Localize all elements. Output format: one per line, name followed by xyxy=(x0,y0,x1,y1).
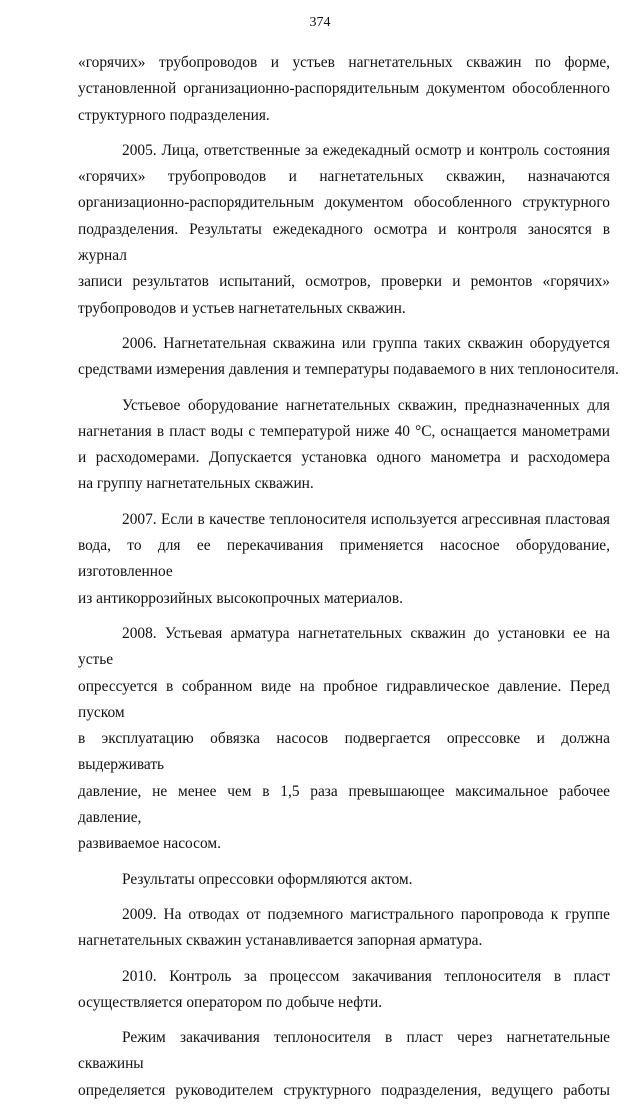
text-line: «горячих» трубопроводов и устьев нагнетательных скважин по форме, xyxy=(78,54,610,71)
text-line: Результаты опрессовки оформляются актом. xyxy=(122,870,413,888)
paragraph-2010 xyxy=(78,964,610,1017)
text-line: средствами измерения давления и температуры подаваемого в них теплоносителя. xyxy=(78,361,619,379)
text-line: и расходомерами. Допускается установка одного манометра и расходомера xyxy=(78,449,610,467)
paragraph-2005 xyxy=(78,138,610,322)
text-line: на группу нагнетательных скважин. xyxy=(78,475,314,493)
paragraph-test-results xyxy=(78,867,610,893)
text-line: нагнетания в пласт воды с температурой ниже 40 °С, оснащается манометрами xyxy=(78,422,610,440)
text-line: 2005. Лица, ответственные за ежедекадный осмотр и контроль состояния xyxy=(122,141,610,159)
text-line: установленной организационно-распорядительным документом обособленного xyxy=(78,80,610,98)
text-line: «горячих» трубопроводов и нагнетательных скважин, назначаются xyxy=(78,168,610,186)
text-line: опрессуется в собранном виде на пробное гидравлическое давление. Перед пуском xyxy=(78,677,610,721)
text-line: нагнетательных скважин устанавливается запорная арматура. xyxy=(78,932,483,950)
paragraph-2006 xyxy=(78,331,619,384)
text-line: осуществляется оператором по добыче нефти. xyxy=(78,993,383,1011)
text-line: 2009. На отводах от подземного магистрального паропровода к группе xyxy=(122,905,610,923)
text-line: подразделения. Результаты ежедекадного осмотра и контроля заносятся в журнал xyxy=(78,220,610,265)
page-number: 374 xyxy=(309,15,331,30)
text-line: структурного подразделения. xyxy=(78,106,270,124)
text-line: давление, не менее чем в 1,5 раза превышающее максимальное рабочее давление, xyxy=(78,782,610,827)
text-line: 2007. Если в качестве теплоносителя используется агрессивная пластовая xyxy=(122,510,610,528)
paragraph-wellhead-equipment xyxy=(78,393,610,498)
paragraph-continuation xyxy=(78,50,610,129)
text-line: организационно-распорядительным документом обособленного структурного xyxy=(78,194,610,212)
text-line: трубопроводов и устьев нагнетательных скважин. xyxy=(78,299,406,317)
paragraph-2009 xyxy=(78,902,610,955)
text-line: 2006. Нагнетательная скважина или группа таких скважин оборудуется xyxy=(122,334,610,352)
text-line: вода, то для ее перекачивания применяется насосное оборудование, изготовленное xyxy=(78,537,610,581)
paragraph-2007 xyxy=(78,507,610,612)
paragraph-2008 xyxy=(78,621,610,858)
text-line: развиваемое насосом. xyxy=(78,835,221,853)
paragraph-injection-mode xyxy=(78,1025,610,1104)
text-line: Режим закачивания теплоносителя в пласт через нагнетательные скважины xyxy=(78,1029,610,1073)
text-line: Устьевое оборудование нагнетательных скважин, предназначенных для xyxy=(122,396,610,414)
document-body xyxy=(78,50,619,1113)
text-line: определяется руководителем структурного подразделения, ведущего работы xyxy=(78,1081,610,1099)
text-line: в эксплуатацию обвязка насосов подвергается опрессовке и должна выдерживать xyxy=(78,730,610,774)
text-line: 2010. Контроль за процессом закачивания теплоносителя в пласт xyxy=(122,967,610,985)
text-line: 2008. Устьевая арматура нагнетательных скважин до установки ее на устье xyxy=(78,624,610,669)
text-line: из антикоррозийных высокопрочных материалов. xyxy=(78,589,403,607)
text-line: записи результатов испытаний, осмотров, проверки и ремонтов «горячих» xyxy=(78,273,610,291)
